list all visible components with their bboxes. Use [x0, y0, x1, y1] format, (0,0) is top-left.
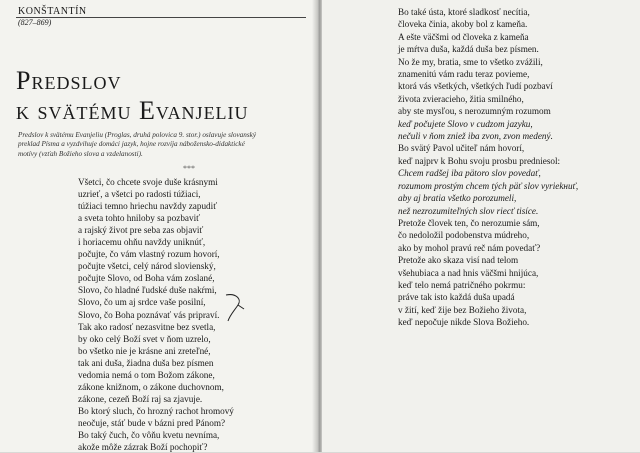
poem-line: keď počujete Slovo v cudzom jazyku,	[398, 118, 533, 129]
poem-line: Všetci, čo chcete svoje duše krásnymi	[78, 177, 218, 187]
poem-line: Bo taký čuch, čo vôňu kvetu nevníma,	[78, 429, 220, 440]
poem-line: života zvieracieho, žitia smilného,	[398, 93, 524, 104]
poem-line: a rajský život pre seba zas objaviť	[78, 225, 204, 236]
title-line-2: k svätému Evanjeliu	[16, 96, 249, 125]
poem-line: v žití, keď žije bez Božieho života,	[398, 304, 527, 315]
poem-left-column	[78, 176, 234, 453]
intro-line: Predslov k svätému Evanjeliu (Proglas, druhá polovica 9. stor.) oslavuje slovanský	[18, 131, 257, 139]
poem-line: bo všetko nie je krásne ani zreteľné,	[78, 345, 211, 356]
poem-line: keď najprv k Bohu svoju prosbu predniesol:	[398, 155, 561, 166]
poem-line: túžiaci temno hriechu navždy zapudiť	[78, 201, 218, 212]
poem-line: No že my, bratia, sme to všetko zvážili,	[398, 56, 543, 67]
poem-line: človeka činia, akoby bol z kameňa.	[398, 19, 528, 30]
title-line-1: Predslov	[16, 66, 122, 95]
poem-line: i horiacemu ohňu navždy uniknúť,	[78, 237, 206, 248]
author-dates: (827–869)	[18, 18, 52, 27]
poem-line: je mŕtva duša, každá duša bez písmen.	[398, 44, 539, 55]
poem-line: rozumom prostým chcem tých päť slov vyriekнuť,	[398, 180, 579, 191]
poem-line: uzrieť, a všetci po radosti túžiaci,	[78, 189, 201, 200]
poem-line: by oko celý Boží svet v ňom uzrelo,	[78, 333, 211, 344]
poem-line: Bo také ústa, ktoré sladkosť necítia,	[398, 7, 530, 17]
header-rule	[16, 17, 306, 18]
poem-line: práve tak isto každá duša upadá	[398, 292, 515, 303]
poem-line: vedomia nemá o tom Božom zákone,	[78, 369, 215, 380]
poem-line: ktorá vás všetkých, všetkých ľudí pozbaví	[398, 81, 553, 92]
poem-line: aby ste mysľou, s nerozumným rozumom	[398, 106, 551, 117]
poem-line: tak ani duša, žiadna duša bez písmen	[78, 357, 214, 368]
intro-line: preklad Písma a vyzdvihuje domáci jazyk, hojne rozvíja nábožensko-didaktické	[18, 140, 245, 149]
poem-right-column	[398, 6, 578, 329]
poem-line: Chcem radšej iba pätoro slov povedať,	[398, 168, 541, 179]
poem-line: keď telo nemá patričného pokrmu:	[398, 279, 526, 290]
poem-line: Slovo, čo Boha poznávať vás pripraví.	[78, 309, 220, 320]
poem-line: počujte, čo vám vlastný rozum hovorí,	[78, 249, 220, 260]
poem-line: nečuli v ňom zniež iba zvon, zvon medený.	[398, 131, 553, 142]
poem-line: neočuje, stáť bude v bázni pred Pánom?	[78, 417, 226, 428]
poem-line: znamenitú vám radu teraz povieme,	[398, 69, 530, 80]
poem-line: ako by mohol pravú reč nám povedať?	[398, 242, 541, 253]
poem-line: Pretože človek ten, čo nerozumie sám,	[398, 217, 540, 228]
poem-line: čo nedoložil podobenstva múdreho,	[398, 230, 530, 241]
poem-line: aby aj bratia všetko porozumeli,	[398, 193, 517, 204]
pen-mark-icon	[222, 291, 248, 323]
poem-line: počujte Slovo, od Boha vám zoslané,	[78, 273, 215, 284]
poem-line: zákone, cezeň Boží raj sa zjavuje.	[78, 393, 203, 404]
poem-line: a sveta tohto hniloby sa pozbaviť	[78, 213, 201, 224]
poem-line: Slovo, čo um aj srdce vaše posilní,	[78, 297, 206, 308]
poem-line: než nezrozumiteľných slov rieсť tisíce.	[398, 205, 539, 216]
poem-line: Bo ktorý sluch, čo hrozný rachot hromový	[78, 405, 234, 416]
poem-line: počujte všetci, celý národ slovienský,	[78, 261, 216, 272]
left-page	[0, 0, 318, 452]
page-title	[16, 66, 249, 126]
section-separator: ***	[183, 164, 195, 173]
poem-line: A ešte väčšmi od človeka z kameňa	[398, 31, 529, 42]
author-name: KONŠTANTÍN	[18, 6, 87, 17]
poem-line: akože môže zázrak Boží pochopiť?	[78, 442, 208, 453]
poem-line: Tak ako radosť nezasvitne bez svetla,	[78, 321, 216, 332]
poem-line: Slovo, čo hladné ľudské duše nakŕmi,	[78, 285, 217, 296]
intro-paragraph	[18, 131, 306, 159]
poem-line: všehubiaca a nad hnis väčšmi hnijúca,	[398, 267, 539, 278]
poem-line: zákone knižnom, o zákone duchovnom,	[78, 381, 224, 392]
poem-line: Pretože ako skaza visí nad telom	[398, 255, 519, 266]
poem-line: keď nepočuje nikde Slova Božieho.	[398, 317, 530, 328]
poem-line: Bo svätý Pavol učiteľ nám hovorí,	[398, 143, 525, 154]
intro-line: motívy (vzťah Božieho slova a vzdelanosti).	[18, 149, 143, 158]
